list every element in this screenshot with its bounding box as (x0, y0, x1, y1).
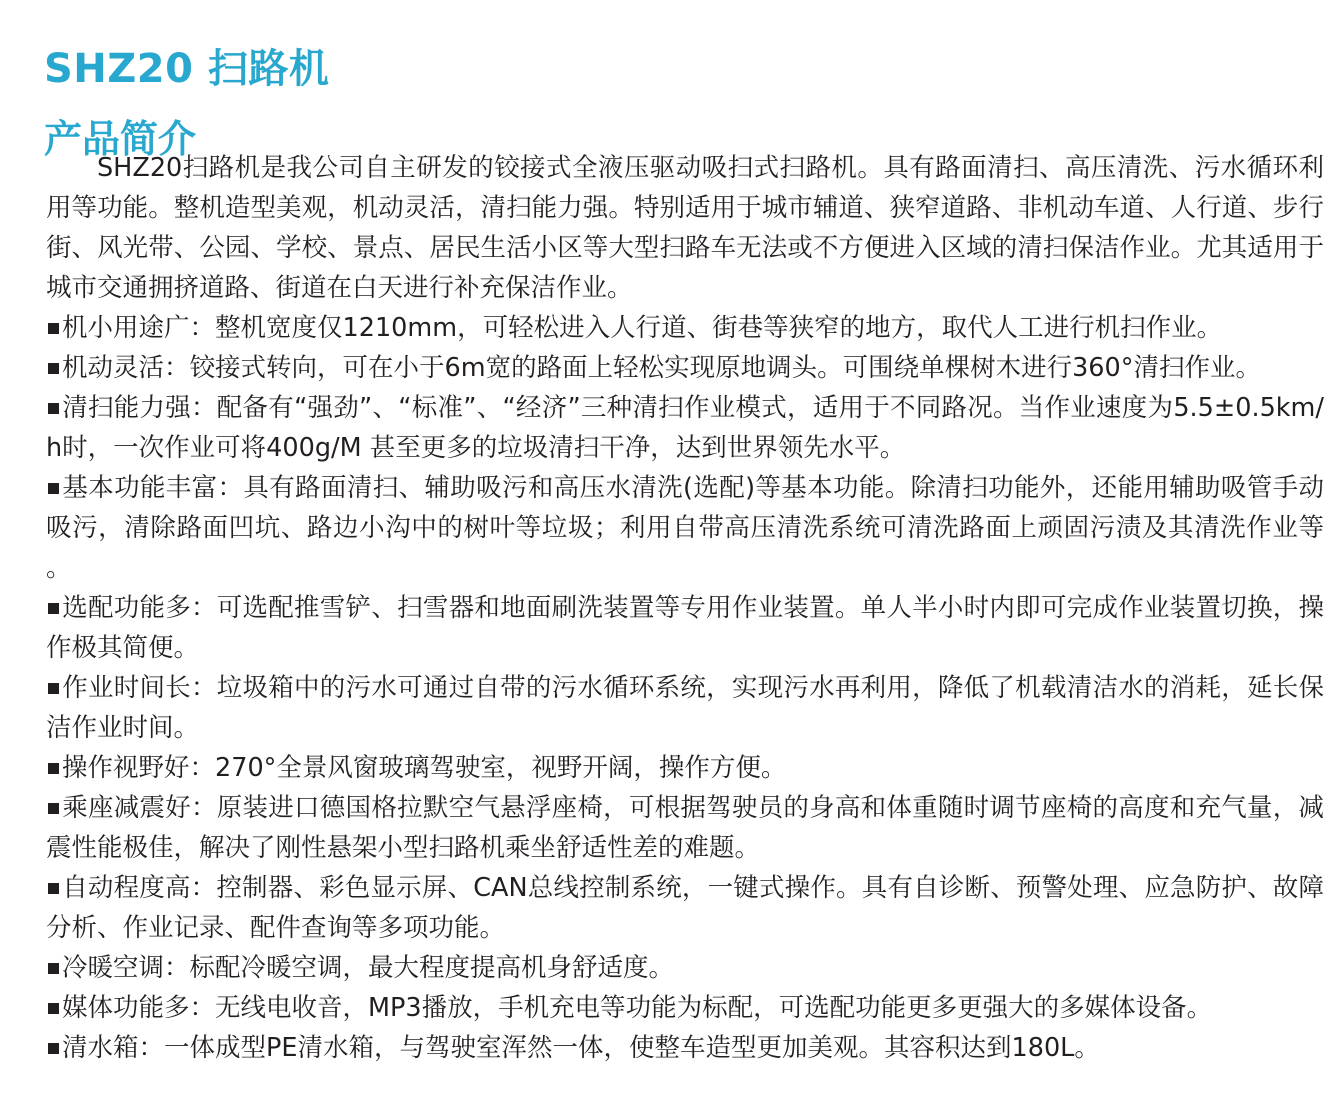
feature-item-work-time (46, 668, 1324, 748)
feature-text: 选配功能多：可选配推雪铲、扫雪器和地面刷洗装置等专用作业装置。单人半小时内即可完成作业装置切换，操作极其简便。 (46, 593, 1324, 663)
feature-item-compact (46, 308, 1324, 348)
feature-text: 机小用途广：整机宽度仅1210mm，可轻松进入人行道、街巷等狭窄的地方，取代人工进行机扫作业。 (62, 313, 1223, 343)
square-bullet-icon (48, 1003, 59, 1014)
square-bullet-icon (48, 683, 59, 694)
square-bullet-icon (48, 763, 59, 774)
feature-item-automation (46, 868, 1324, 948)
feature-item-basic-functions (46, 468, 1324, 588)
feature-item-water-tank (46, 1028, 1324, 1068)
feature-text: 作业时间长：垃圾箱中的污水可通过自带的污水循环系统，实现污水再利用，降低了机载清洁水的消耗，延长保洁作业时间。 (46, 673, 1324, 743)
square-bullet-icon (48, 403, 59, 414)
feature-item-cleaning-power (46, 388, 1324, 468)
square-bullet-icon (48, 323, 59, 334)
feature-text: 基本功能丰富：具有路面清扫、辅助吸污和高压水清洗(选配)等基本功能。除清扫功能外，还能用辅助吸管手动吸污，清除路面凹坑、路边小沟中的树叶等垃圾；利用自带高压清洗系统可清洗路面上顽固污渍及其清洗作业等 。 (46, 473, 1324, 583)
square-bullet-icon (48, 363, 59, 374)
feature-item-air-conditioning (46, 948, 1324, 988)
feature-text: 操作视野好：270°全景风窗玻璃驾驶室，视野开阔，操作方便。 (62, 753, 787, 783)
square-bullet-icon (48, 1043, 59, 1054)
square-bullet-icon (48, 963, 59, 974)
square-bullet-icon (48, 483, 59, 494)
square-bullet-icon (48, 603, 59, 614)
feature-item-options (46, 588, 1324, 668)
feature-text: 乘座减震好：原装进口德国格拉默空气悬浮座椅，可根据驾驶员的身高和体重随时调节座椅的高度和充气量，减震性能极佳，解决了刚性悬架小型扫路机乘坐舒适性差的难题。 (46, 793, 1324, 863)
feature-text: 自动程度高：控制器、彩色显示屏、CAN总线控制系统，一键式操作。具有自诊断、预警处理、应急防护、故障分析、作业记录、配件查询等多项功能。 (46, 873, 1324, 943)
page-title: SHZ20 扫路机 (44, 45, 330, 92)
feature-item-agile (46, 348, 1324, 388)
square-bullet-icon (48, 803, 59, 814)
feature-text: 清扫能力强：配备有“强劲”、“标准”、“经济”三种清扫作业模式，适用于不同路况。当作业速度为5.5±0.5km/h时，一次作业可将400g/M 甚至更多的垃圾清扫干净，达到世界领先水平。 (46, 393, 1324, 463)
feature-text: 机动灵活：铰接式转向，可在小于6m宽的路面上轻松实现原地调头。可围绕单棵树木进行360°清扫作业。 (62, 353, 1261, 383)
feature-item-visibility (46, 748, 1324, 788)
section-heading: 产品简介 (44, 116, 197, 161)
feature-text: 冷暖空调：标配冷暖空调，最大程度提高机身舒适度。 (62, 953, 675, 983)
feature-item-seat (46, 788, 1324, 868)
intro-paragraph: SHZ20扫路机是我公司自主研发的铰接式全液压驱动吸扫式扫路机。具有路面清扫、高压清洗、污水循环利用等功能。整机造型美观，机动灵活，清扫能力强。特别适用于城市辅道、狭窄道路、非机动车道、人行道、步行街、风光带、公园、学校、景点、居民生活小区等大型扫路车无法或不方便进入区域的清扫保洁作业。尤其适用于城市交通拥挤道路、街道在白天进行补充保洁作业。 (46, 153, 1324, 303)
feature-text: 清水箱：一体成型PE清水箱，与驾驶室浑然一体，使整车造型更加美观。其容积达到180L。 (62, 1033, 1100, 1063)
feature-text: 媒体功能多：无线电收音，MP3播放，手机充电等功能为标配，可选配功能更多更强大的多媒体设备。 (62, 993, 1213, 1023)
square-bullet-icon (48, 883, 59, 894)
feature-item-media (46, 988, 1324, 1028)
description-body (46, 148, 1324, 1068)
